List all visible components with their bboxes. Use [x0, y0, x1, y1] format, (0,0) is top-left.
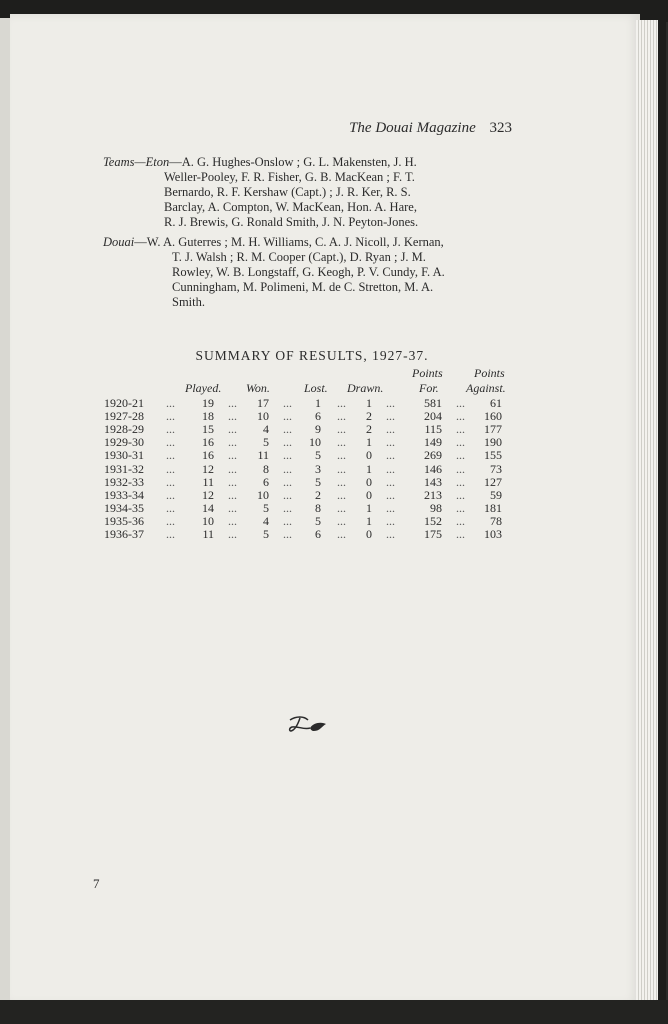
eton-team-paragraph: Teams—Eton—A. G. Hughes-Onslow ; G. L. Makensten, J. H. Weller-Pooley, F. R. Fisher, G. B. MacKean ; F. T. Bernardo, R. F. Kershaw (Capt.) ; J. R. Ker, R. S. Barclay, A. Compton, W. MacKean, Hon. A. Hare, R. J. Brewis, G. Ronald Smith, J. N. Peyton-Jones.: [103, 155, 419, 229]
leader-dots: ...: [166, 487, 175, 502]
leader-dots: ...: [337, 487, 346, 502]
cell-drawn: 1: [366, 435, 372, 450]
cell-pf: 204: [424, 409, 442, 424]
leader-dots: ...: [228, 527, 237, 541]
cell-season: 1933-34: [104, 487, 144, 502]
leader-dots: ...: [337, 422, 346, 437]
signature-mark: 7: [93, 876, 100, 891]
cell-drawn: 0: [366, 474, 372, 489]
cell-lost: 3: [315, 461, 321, 476]
cell-pa: 160: [484, 409, 502, 424]
cell-lost: 5: [315, 448, 321, 463]
cell-drawn: 0: [366, 448, 372, 463]
cell-won: 5: [263, 527, 269, 541]
cell-drawn: 0: [366, 527, 372, 541]
leader-dots: ...: [456, 396, 465, 410]
leader-dots: ...: [228, 487, 237, 502]
cell-drawn: 2: [366, 422, 372, 437]
leader-dots: ...: [456, 409, 465, 424]
cell-pf: 152: [424, 513, 442, 528]
leader-dots: ...: [456, 500, 465, 515]
cell-played: 18: [202, 409, 214, 424]
cell-played: 15: [202, 422, 214, 437]
cell-drawn: 1: [366, 500, 372, 515]
leader-dots: ...: [456, 513, 465, 528]
leader-dots: ...: [228, 461, 237, 476]
cell-pa: 177: [484, 422, 502, 437]
leader-dots: ...: [166, 527, 175, 541]
eton-line: R. J. Brewis, G. Ronald Smith, J. N. Peyton-Jones.: [164, 215, 419, 229]
cell-lost: 1: [315, 396, 321, 410]
leader-dots: ...: [456, 435, 465, 450]
leader-dots: ...: [228, 435, 237, 450]
cell-season: 1934-35: [104, 500, 144, 515]
cell-pf: 175: [424, 527, 442, 541]
cell-drawn: 2: [366, 409, 372, 424]
cell-lost: 8: [315, 500, 321, 515]
leader-dots: ...: [386, 448, 395, 463]
results-row: [0, 501, 668, 514]
douai-line: Cunningham, M. Polimeni, M. de C. Stretton, M. A.: [172, 280, 434, 294]
leader-dots: ...: [337, 409, 346, 424]
leader-dots: ...: [337, 448, 346, 463]
drawn-header: Drawn.: [347, 381, 384, 395]
leader-dots: ...: [456, 527, 465, 541]
leader-dots: ...: [456, 422, 465, 437]
leader-dots: ...: [283, 396, 292, 410]
cell-season: 1936-37: [104, 527, 144, 541]
leader-dots: ...: [283, 461, 292, 476]
leader-dots: ...: [228, 422, 237, 437]
ornament-icon: [286, 714, 328, 741]
cell-pa: 73: [490, 461, 502, 476]
cell-pa: 181: [484, 500, 502, 515]
cell-won: 5: [263, 435, 269, 450]
cell-lost: 10: [309, 435, 321, 450]
leader-dots: ...: [456, 474, 465, 489]
cell-lost: 6: [315, 409, 321, 424]
douai-line: T. J. Walsh ; R. M. Cooper (Capt.), D. Ryan ; J. M.: [172, 250, 426, 264]
cell-drawn: 1: [366, 396, 372, 410]
cell-won: 6: [263, 474, 269, 489]
leader-dots: ...: [166, 474, 175, 489]
cell-won: 8: [263, 461, 269, 476]
cell-pa: 78: [490, 513, 502, 528]
cell-played: 12: [202, 461, 214, 476]
points-for-header: Points: [412, 366, 443, 380]
results-row: [0, 514, 668, 527]
cell-played: 16: [202, 448, 214, 463]
against-header: Against.: [466, 381, 506, 395]
cell-pf: 146: [424, 461, 442, 476]
leader-dots: ...: [166, 461, 175, 476]
cell-played: 19: [202, 396, 214, 410]
cell-played: 14: [202, 500, 214, 515]
leader-dots: ...: [386, 474, 395, 489]
cell-pa: 155: [484, 448, 502, 463]
leader-dots: ...: [283, 422, 292, 437]
leader-dots: ...: [166, 500, 175, 515]
cell-pa: 103: [484, 527, 502, 541]
leader-dots: ...: [386, 435, 395, 450]
cell-drawn: 1: [366, 461, 372, 476]
douai-label: Douai: [103, 235, 135, 249]
results-row: [0, 396, 668, 409]
leader-dots: ...: [228, 448, 237, 463]
results-row: [0, 488, 668, 501]
leader-dots: ...: [337, 435, 346, 450]
leader-dots: ...: [337, 500, 346, 515]
cell-drawn: 0: [366, 487, 372, 502]
cell-lost: 9: [315, 422, 321, 437]
cell-played: 11: [202, 527, 214, 541]
leader-dots: ...: [166, 435, 175, 450]
cell-won: 10: [257, 409, 269, 424]
lost-header: Lost.: [304, 381, 328, 395]
leader-dots: ...: [386, 527, 395, 541]
leader-dots: ...: [337, 396, 346, 410]
cell-lost: 2: [315, 487, 321, 502]
cell-season: 1931-32: [104, 461, 144, 476]
leader-dots: ...: [228, 500, 237, 515]
points-against-header: Points: [474, 366, 505, 380]
cell-pf: 149: [424, 435, 442, 450]
cell-season: 1928-29: [104, 422, 144, 437]
cell-pf: 581: [424, 396, 442, 410]
leader-dots: ...: [283, 527, 292, 541]
won-header: Won.: [246, 381, 270, 395]
cell-pf: 98: [430, 500, 442, 515]
results-row: [0, 435, 668, 448]
results-row: [0, 527, 668, 540]
douai-line: —W. A. Guterres ; M. H. Williams, C. A. J. Nicoll, J. Kernan,: [134, 235, 444, 249]
eton-line: Barclay, A. Compton, W. MacKean, Hon. A. Hare,: [164, 200, 417, 214]
leader-dots: ...: [337, 461, 346, 476]
leader-dots: ...: [386, 487, 395, 502]
leader-dots: ...: [386, 513, 395, 528]
leader-dots: ...: [337, 527, 346, 541]
played-header: Played.: [185, 381, 222, 395]
leader-dots: ...: [283, 500, 292, 515]
cell-pf: 143: [424, 474, 442, 489]
results-row: [0, 475, 668, 488]
cell-won: 5: [263, 500, 269, 515]
leader-dots: ...: [386, 409, 395, 424]
cell-pf: 213: [424, 487, 442, 502]
teams-label: Teams: [103, 155, 135, 169]
results-row: [0, 462, 668, 475]
cell-season: 1929-30: [104, 435, 144, 450]
leader-dots: ...: [283, 435, 292, 450]
running-header: [0, 120, 512, 137]
leader-dots: ...: [228, 513, 237, 528]
eton-line: Bernardo, R. F. Kershaw (Capt.) ; J. R. Ker, R. S.: [164, 185, 411, 199]
cell-won: 17: [257, 396, 269, 410]
leader-dots: ...: [166, 422, 175, 437]
leader-dots: ...: [166, 513, 175, 528]
eton-line: Weller-Pooley, F. R. Fisher, G. B. MacKean ; F. T.: [164, 170, 415, 184]
eton-line: —A. G. Hughes-Onslow ; G. L. Makensten, J. H.: [169, 155, 417, 169]
leader-dots: ...: [283, 513, 292, 528]
leader-dots: ...: [166, 396, 175, 410]
cell-season: 1930-31: [104, 448, 144, 463]
douai-line: Smith.: [172, 295, 205, 309]
leader-dots: ...: [386, 422, 395, 437]
cell-won: 11: [257, 448, 269, 463]
douai-team-paragraph: [103, 235, 445, 310]
cell-season: 1927-28: [104, 409, 144, 424]
cell-pa: 190: [484, 435, 502, 450]
cell-drawn: 1: [366, 513, 372, 528]
cell-played: 11: [202, 474, 214, 489]
page-number: 323: [489, 120, 512, 136]
leader-dots: ...: [228, 396, 237, 410]
leader-dots: ...: [283, 409, 292, 424]
cell-played: 10: [202, 513, 214, 528]
results-row: [0, 448, 668, 461]
results-row: [0, 422, 668, 435]
cell-lost: 5: [315, 513, 321, 528]
leader-dots: ...: [456, 461, 465, 476]
leader-dots: ...: [283, 448, 292, 463]
book-binding-bottom: [0, 1000, 668, 1024]
leader-dots: ...: [228, 409, 237, 424]
cell-won: 4: [263, 513, 269, 528]
cell-won: 4: [263, 422, 269, 437]
leader-dots: ...: [166, 448, 175, 463]
leader-dots: ...: [283, 487, 292, 502]
cell-season: 1935-36: [104, 513, 144, 528]
eton-label: Eton: [145, 155, 170, 169]
leader-dots: ...: [386, 500, 395, 515]
cell-lost: 6: [315, 527, 321, 541]
for-header: For.: [419, 381, 439, 395]
cell-lost: 5: [315, 474, 321, 489]
leader-dots: ...: [386, 396, 395, 410]
summary-title: SUMMARY OF RESULTS, 1927-37.: [195, 348, 429, 363]
cell-played: 16: [202, 435, 214, 450]
douai-line: Rowley, W. B. Longstaff, G. Keogh, P. V. Cundy, F. A.: [172, 265, 445, 279]
cell-pf: 115: [424, 422, 442, 437]
leader-dots: ...: [386, 461, 395, 476]
cell-pa: 59: [490, 487, 502, 502]
cell-season: 1932-33: [104, 474, 144, 489]
cell-pa: 127: [484, 474, 502, 489]
cell-pa: 61: [490, 396, 502, 410]
leader-dots: ...: [456, 448, 465, 463]
leader-dots: ...: [283, 474, 292, 489]
leader-dots: ...: [337, 513, 346, 528]
leader-dots: ...: [337, 474, 346, 489]
leader-dots: ...: [456, 487, 465, 502]
leader-dots: ...: [228, 474, 237, 489]
cell-season: 1920-21: [104, 396, 144, 410]
leader-dots: ...: [166, 409, 175, 424]
cell-played: 12: [202, 487, 214, 502]
magazine-title: The Douai Magazine: [349, 120, 476, 136]
cell-won: 10: [257, 487, 269, 502]
cell-pf: 269: [424, 448, 442, 463]
results-row: [0, 409, 668, 422]
